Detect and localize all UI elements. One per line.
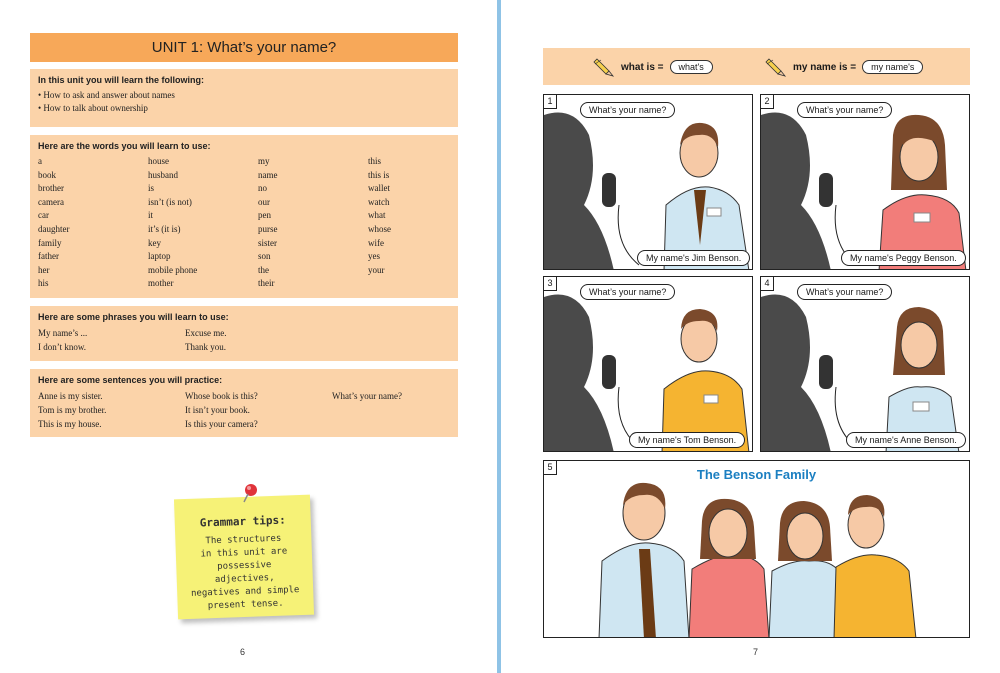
vocabulary-word: brother: [38, 183, 64, 194]
words-heading: Here are the words you will learn to use:: [38, 141, 211, 151]
vocabulary-word: it’s (it is): [148, 223, 181, 234]
interview-scene-tom: [544, 277, 753, 452]
push-pin-icon: [238, 481, 262, 505]
panel-number: 2: [761, 95, 774, 109]
grammar-tip-line: negatives and simple: [190, 585, 300, 599]
vocabulary-word: it: [148, 210, 154, 221]
phrase-item: Thank you.: [185, 342, 226, 352]
vocabulary-word: car: [38, 210, 49, 221]
sentence-item: Anne is my sister.: [38, 391, 103, 401]
tip-what-is-bubble: what's: [670, 60, 713, 74]
panel-number: 5: [544, 461, 557, 475]
grammar-tip-line: in this unit are: [200, 546, 288, 560]
panel-number: 4: [761, 277, 774, 291]
page-number-left: 6: [240, 647, 246, 657]
tip-my-name-is: [765, 56, 923, 78]
tip-my-name-is-label: my name is =: [793, 61, 857, 73]
interview-scene-anne: [761, 277, 970, 452]
interview-scene-peggy: [761, 95, 970, 270]
vocabulary-word: husband: [148, 169, 178, 180]
comic-panel-5: [543, 460, 970, 638]
vocabulary-word: book: [38, 169, 56, 180]
vocabulary-word: key: [148, 237, 161, 248]
grammar-tip-line: present tense.: [207, 598, 284, 612]
words-box: [30, 135, 458, 298]
grammar-tip-title: Grammar tips:: [199, 513, 287, 530]
grammar-tip-body: [185, 532, 304, 614]
vocabulary-word: the: [258, 264, 269, 275]
vocabulary-word: son: [258, 251, 271, 262]
objective-item: • How to ask and answer about names: [38, 89, 458, 102]
vocabulary-word: no: [258, 183, 267, 194]
grammar-tip-line: possessive adjectives,: [214, 560, 275, 586]
vocabulary-word: laptop: [148, 251, 171, 262]
vocabulary-word: our: [258, 196, 270, 207]
words-grid: [38, 155, 458, 291]
vocabulary-word: wallet: [368, 183, 390, 194]
vocabulary-word: sister: [258, 237, 277, 248]
comic-panel-2: [760, 94, 970, 270]
question-bubble: What’s your name?: [797, 102, 892, 118]
sentence-item: Tom is my brother.: [38, 405, 107, 415]
vocabulary-word: wife: [368, 237, 384, 248]
vocabulary-word: purse: [258, 223, 278, 234]
vocabulary-word: my: [258, 156, 270, 166]
sentence-item: Whose book is this?: [185, 391, 258, 401]
question-bubble: What’s your name?: [580, 102, 675, 118]
vocabulary-word: her: [38, 264, 50, 275]
question-bubble: What’s your name?: [797, 284, 892, 300]
sentence-item: This is my house.: [38, 419, 102, 429]
phrases-grid: [38, 326, 458, 354]
tip-what-is: [593, 56, 713, 78]
grammar-tip-line: The structures: [205, 533, 282, 547]
vocabulary-word: house: [148, 156, 169, 166]
vocabulary-word: their: [258, 278, 275, 289]
sentence-item: [332, 403, 462, 417]
sentences-grid: [38, 389, 458, 431]
vocabulary-word: your: [368, 264, 385, 275]
pencil-icon: [765, 56, 787, 78]
vocabulary-word: is: [148, 183, 155, 194]
answer-bubble: My name's Anne Benson.: [846, 432, 966, 448]
panel-number: 1: [544, 95, 557, 109]
vocabulary-word: what: [368, 210, 386, 221]
phrases-box: [30, 306, 458, 361]
answer-bubble: My name's Jim Benson.: [637, 250, 750, 266]
sentence-item: It isn’t your book.: [185, 405, 250, 415]
sentences-box: [30, 369, 458, 437]
phrases-heading: Here are some phrases you will learn to use:: [38, 312, 229, 322]
vocabulary-word: a: [38, 156, 42, 166]
interview-scene-jim: [544, 95, 753, 270]
left-page: [0, 0, 497, 673]
objectives-list: [38, 89, 458, 115]
answer-bubble: My name's Tom Benson.: [629, 432, 745, 448]
contraction-tips-bar: [543, 48, 970, 85]
objective-item: • How to talk about ownership: [38, 102, 458, 115]
vocabulary-word: watch: [368, 196, 390, 207]
grammar-tip-note: [174, 495, 314, 620]
phrase-item: I don’t know.: [38, 342, 86, 352]
vocabulary-word: daughter: [38, 223, 70, 234]
comic-panel-4: [760, 276, 970, 452]
question-bubble: What’s your name?: [580, 284, 675, 300]
vocabulary-word: this: [368, 156, 382, 166]
vocabulary-word: father: [38, 251, 59, 262]
comic-panel-3: [543, 276, 753, 452]
vocabulary-word: his: [38, 278, 49, 289]
unit-title: UNIT 1: What’s your name?: [30, 33, 458, 62]
vocabulary-word: isn’t (is not): [148, 196, 192, 207]
sentence-item: What’s your name?: [332, 391, 402, 401]
vocabulary-word: name: [258, 169, 278, 180]
vocabulary-word: mother: [148, 278, 174, 289]
family-title: The Benson Family: [696, 467, 817, 482]
sentences-heading: Here are some sentences you will practice:: [38, 375, 223, 385]
family-illustration: [544, 461, 970, 638]
vocabulary-word: camera: [38, 196, 64, 207]
vocabulary-word: pen: [258, 210, 271, 221]
answer-bubble: My name's Peggy Benson.: [841, 250, 966, 266]
sentence-item: Is this your camera?: [185, 419, 258, 429]
vocabulary-word: mobile phone: [148, 264, 198, 275]
objectives-box: [30, 69, 458, 127]
phrase-item: Excuse me.: [185, 328, 227, 338]
tip-what-is-label: what is =: [621, 61, 664, 73]
comic-panel-1: [543, 94, 753, 270]
page-number-right: 7: [753, 647, 759, 657]
objectives-heading: In this unit you will learn the following:: [38, 75, 204, 85]
vocabulary-word: yes: [368, 251, 380, 262]
phrase-item: My name’s ...: [38, 328, 88, 338]
sentence-item: [332, 417, 462, 431]
pencil-icon: [593, 56, 615, 78]
book-spine: [497, 0, 501, 673]
panel-number: 3: [544, 277, 557, 291]
tip-my-name-is-bubble: my name's: [862, 60, 923, 74]
vocabulary-word: family: [38, 237, 62, 248]
vocabulary-word: whose: [368, 223, 391, 234]
vocabulary-word: [368, 277, 458, 291]
vocabulary-word: this is: [368, 169, 390, 180]
